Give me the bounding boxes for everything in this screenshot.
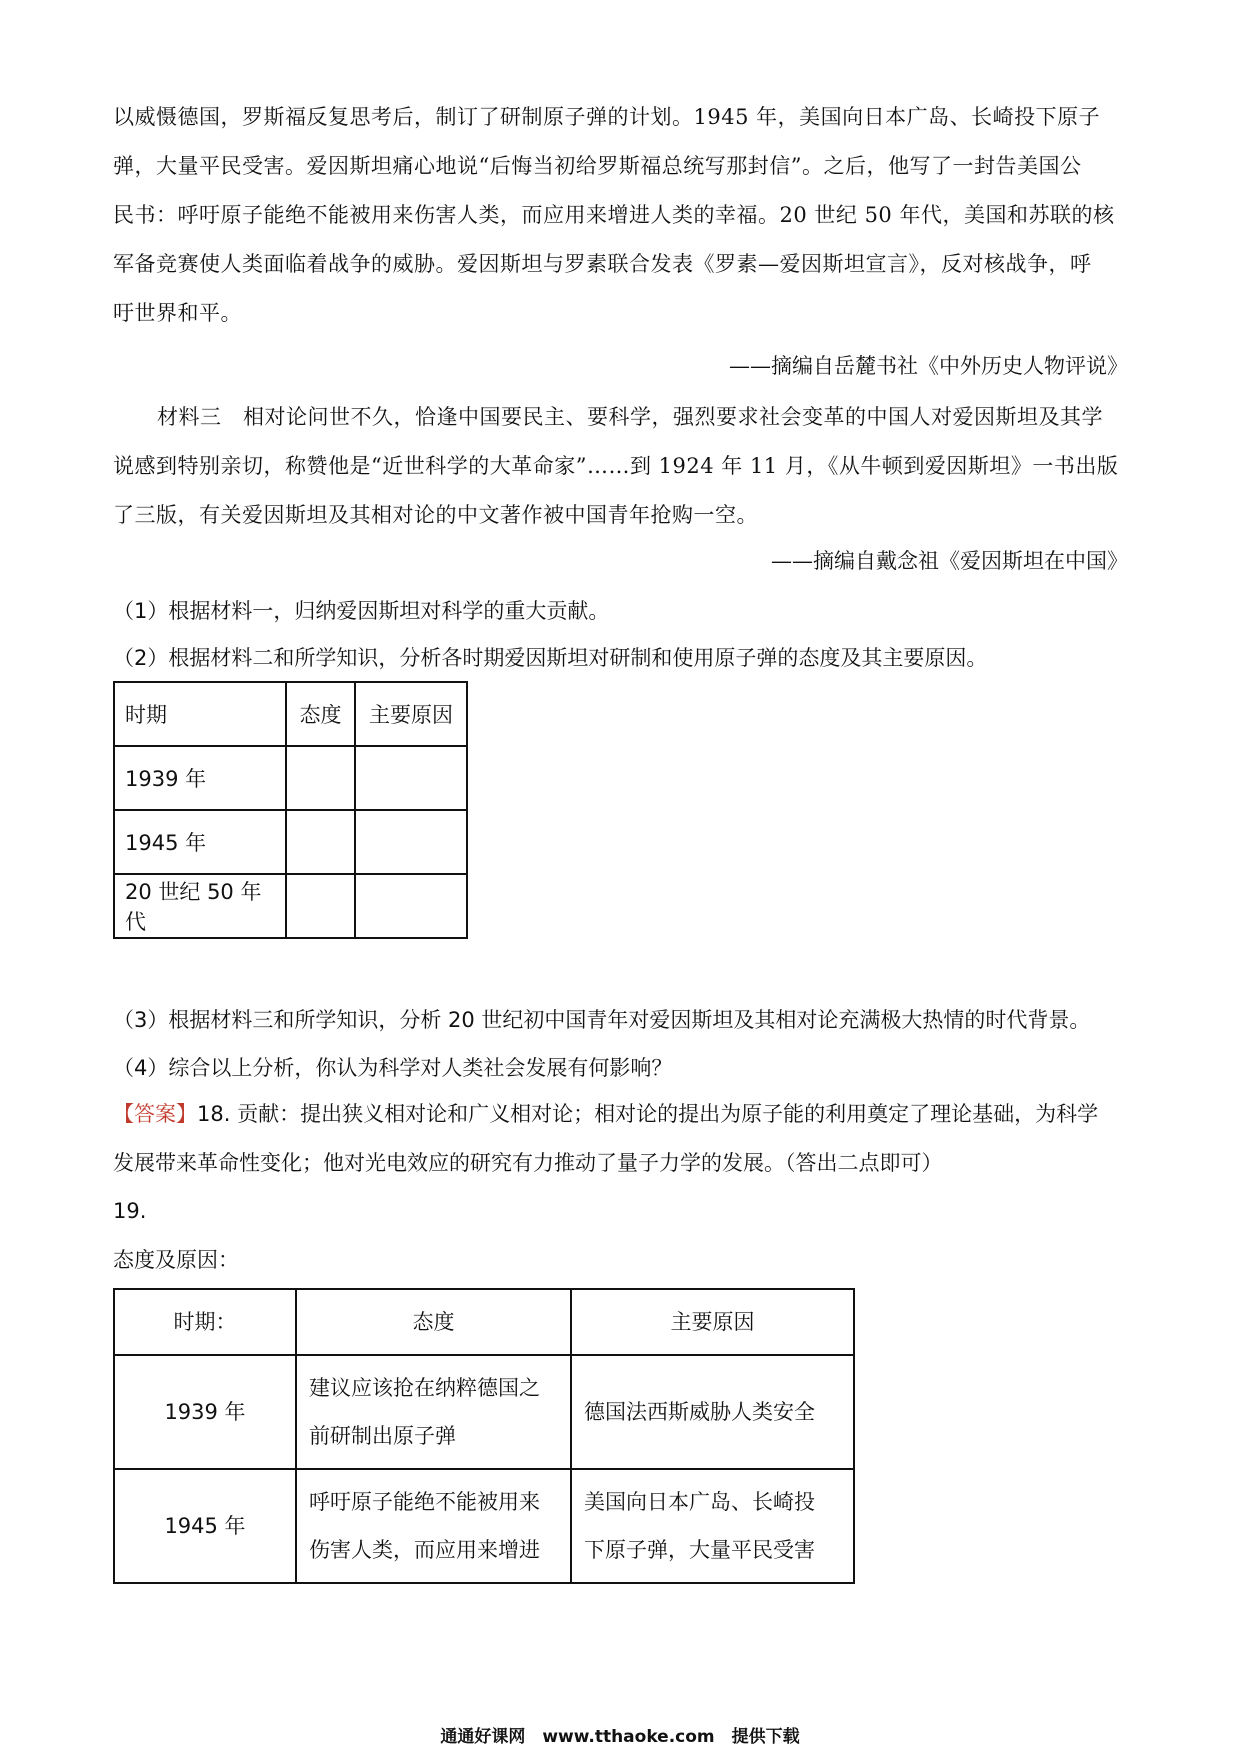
page-footer: 通通好课网 www.tthaoke.com 提供下载 (440, 1727, 800, 1747)
attitude-cell (296, 1469, 571, 1583)
text-line: 了三版，有关爱因斯坦及其相对论的中文著作被中国青年抢购一空。 (113, 503, 758, 527)
header-cell: 主要原因 (355, 682, 467, 746)
text-line: 以威慑德国，罗斯福反复思考后，制订了研制原子弹的计划。1945 年，美国向日本广岛、长崎投下原子 (113, 105, 1101, 129)
answer-grid-table (113, 681, 468, 939)
cell-line: 德国法西斯威胁人类安全 (584, 1400, 815, 1424)
blank-cell (355, 746, 467, 810)
cell-line: 美国向日本广岛、长崎投 (584, 1490, 815, 1514)
blank-cell (355, 874, 467, 938)
reason-cell (571, 1355, 854, 1469)
table-row (114, 810, 467, 874)
header-cell: 时期 (114, 682, 286, 746)
cell-line: 呼吁原子能绝不能被用来 (309, 1490, 540, 1514)
text-line: 材料三 相对论问世不久，恰逢中国要民主、要科学，强烈要求社会变革的中国人对爱因斯坦及其学 (157, 405, 1103, 429)
header-cell: 态度 (286, 682, 355, 746)
answer-line: 发展带来革命性变化；他对光电效应的研究有力推动了量子力学的发展。（答出二点即可） (113, 1151, 943, 1175)
answer-table (113, 1288, 855, 1584)
table-header-row (114, 682, 467, 746)
question-1: （1）根据材料一，归纳爱因斯坦对科学的重大贡献。 (113, 599, 610, 623)
cell-line: 前研制出原子弹 (309, 1424, 456, 1448)
answer-block (113, 1090, 1098, 1188)
period-cell: 1939 年 (114, 746, 286, 810)
material2-paragraph (113, 93, 1129, 338)
header-cell: 时期： (114, 1289, 296, 1355)
cell-line: 伤害人类，而应用来增进 (309, 1538, 540, 1562)
text-line: 吁世界和平。 (113, 301, 242, 325)
text-line: 军备竞赛使人类面临着战争的威胁。爱因斯坦与罗素联合发表《罗素—爱因斯坦宣言》，反对核战争，呼 (113, 252, 1092, 276)
table-row (114, 874, 467, 938)
period-cell: 1939 年 (114, 1355, 296, 1469)
table-row (114, 1355, 854, 1469)
text-line: 弹，大量平民受害。爱因斯坦痛心地说“后悔当初给罗斯福总统写那封信”。之后，他写了一封告美国公 (113, 154, 1082, 178)
text-line: 民书：呼吁原子能绝不能被用来伤害人类，而应用来增进人类的幸福。20 世纪 50 年代，美国和苏联的核 (113, 203, 1115, 227)
answer-line (113, 1090, 1098, 1139)
question-4: （4）综合以上分析，你认为科学对人类社会发展有何影响？ (113, 1056, 673, 1080)
blank-cell (286, 810, 355, 874)
answer-text: 18. 贡献：提出狭义相对论和广义相对论；相对论的提出为原子能的利用奠定了理论基础，为科学 (197, 1102, 1099, 1126)
material3-paragraph (113, 393, 1129, 540)
blank-cell (286, 746, 355, 810)
question-number-19: 19. (113, 1199, 147, 1223)
period-cell: 1945 年 (114, 1469, 296, 1583)
answer-tag: 【答案】 (113, 1102, 197, 1126)
period-cell: 1945 年 (114, 810, 286, 874)
blank-cell (355, 810, 467, 874)
material2-source: ——摘编自岳麓书社《中外历史人物评说》 (729, 354, 1128, 378)
header-cell: 主要原因 (571, 1289, 854, 1355)
text-line: 说感到特别亲切，称赞他是“近世科学的大革命家”……到 1924 年 11 月，《从牛顿到爱因斯坦》一书出版 (113, 454, 1119, 478)
cell-line: 建议应该抢在纳粹德国之 (309, 1376, 540, 1400)
table-header-row (114, 1289, 854, 1355)
attitude-cell (296, 1355, 571, 1469)
answer-subtitle: 态度及原因： (113, 1248, 239, 1272)
period-cell: 20 世纪 50 年代 (114, 874, 286, 938)
material3-source: ——摘编自戴念祖《爱因斯坦在中国》 (771, 549, 1128, 573)
table-row (114, 746, 467, 810)
blank-cell (286, 874, 355, 938)
header-cell: 态度 (296, 1289, 571, 1355)
table-row (114, 1469, 854, 1583)
reason-cell (571, 1469, 854, 1583)
question-2: （2）根据材料二和所学知识，分析各时期爱因斯坦对研制和使用原子弹的态度及其主要原因。 (113, 646, 988, 670)
question-3: （3）根据材料三和所学知识，分析 20 世纪初中国青年对爱因斯坦及其相对论充满极大热情的时代背景。 (113, 1008, 1091, 1032)
cell-line: 下原子弹，大量平民受害 (584, 1538, 815, 1562)
